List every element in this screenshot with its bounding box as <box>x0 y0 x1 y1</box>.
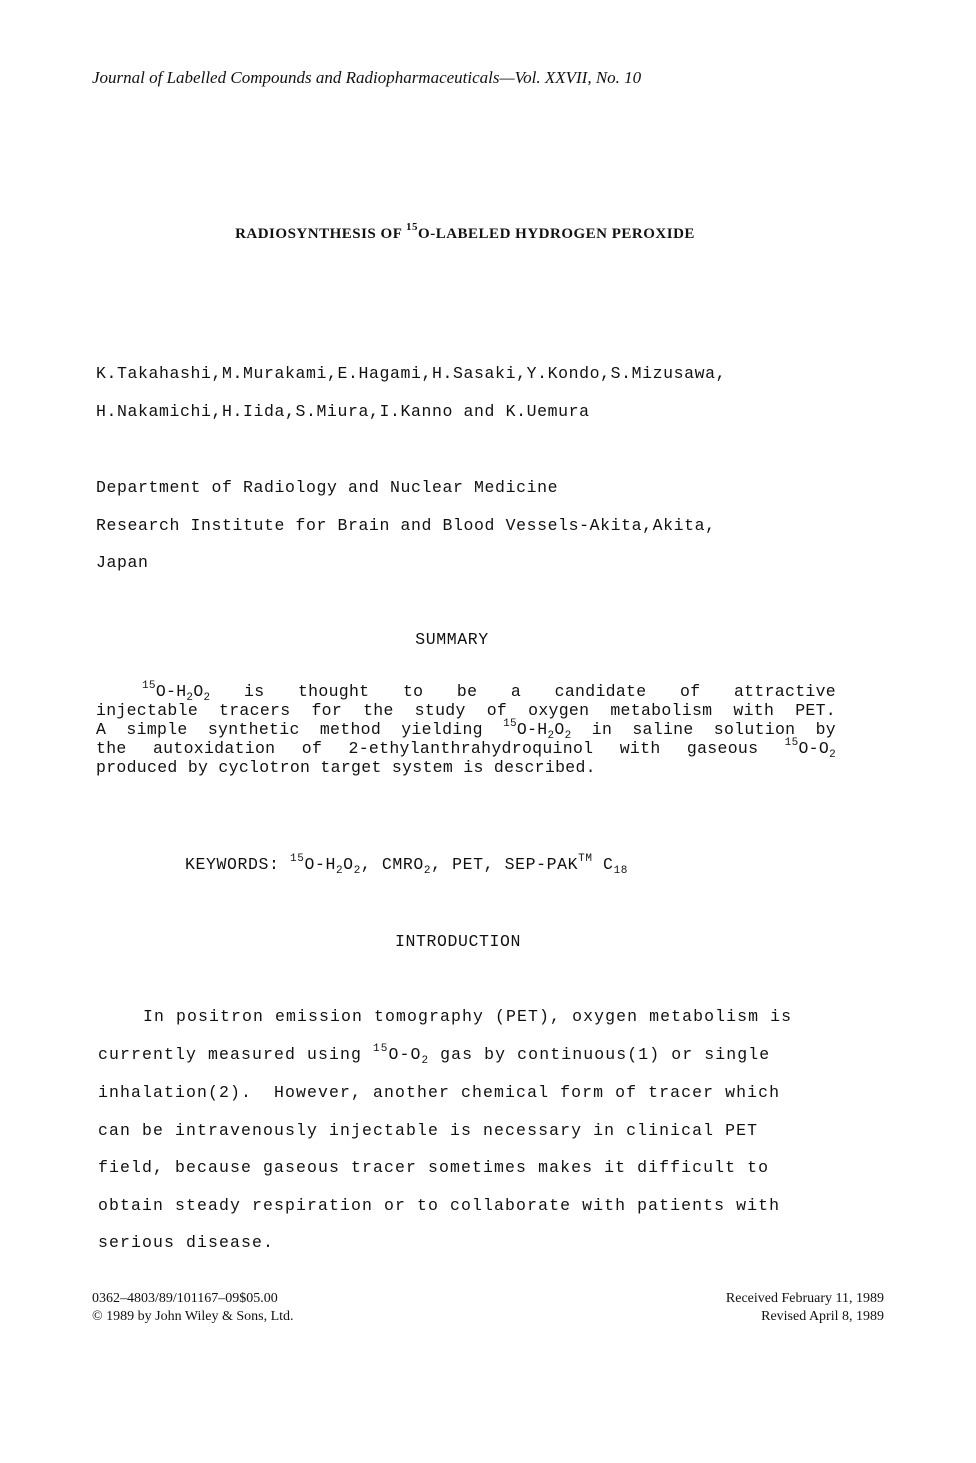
affiliation-line-2: Research Institute for Brain and Blood Vessels-Akita,Akita, <box>96 516 716 535</box>
revised-date: Revised April 8, 1989 <box>761 1309 884 1324</box>
summary-heading: SUMMARY <box>415 630 489 649</box>
subscript: 2 <box>421 1055 430 1067</box>
summary-line-3 <box>96 718 836 742</box>
intro-text-run: gas by continuous(1) or single <box>429 1045 771 1064</box>
summary-text-run: the autoxidation of 2-ethylanthrahydroquinol with gaseous <box>96 739 785 758</box>
intro-line-3: inhalation(2). However, another chemical form of tracer which <box>98 1083 781 1102</box>
subscript: 2 <box>547 730 555 742</box>
authors-line-2: H.Nakamichi,H.Iida,S.Miura,I.Kanno and K.Uemura <box>96 402 590 421</box>
intro-line-7: serious disease. <box>98 1233 275 1252</box>
title-isotope-mass: 15 <box>406 221 419 233</box>
isotope-mass: 15 <box>142 680 156 692</box>
summary-line-5: produced by cyclotron target system is described. <box>96 758 596 777</box>
subscript: 2 <box>564 730 572 742</box>
intro-line-6: obtain steady respiration or to collaborate with patients with <box>98 1196 781 1215</box>
summary-text-run: is thought to be a candidate of attractive <box>210 682 836 701</box>
intro-line-5: field, because gaseous tracer sometimes makes it difficult to <box>98 1158 770 1177</box>
subscript: 2 <box>423 865 432 877</box>
keywords <box>164 836 628 877</box>
summary-text-run: O-O <box>798 739 830 758</box>
footer-right <box>726 1290 884 1326</box>
subscript: 2 <box>203 692 211 704</box>
intro-line-4: can be intravenously injectable is necessary in clinical PET <box>98 1121 759 1140</box>
subscript: 2 <box>353 865 361 877</box>
authors-line-1: K.Takahashi,M.Murakami,E.Hagami,H.Sasaki,Y.Kondo,S.Mizusawa, <box>96 364 727 383</box>
intro-text-run: O-O <box>388 1045 422 1064</box>
summary-text-run: in saline solution by <box>571 720 836 739</box>
isotope-mass: 15 <box>784 737 799 749</box>
keyword-text-run: C <box>592 855 614 874</box>
intro-text-run: currently measured using <box>98 1045 374 1064</box>
summary-line-4 <box>96 737 836 761</box>
subscript: 2 <box>829 749 836 761</box>
subscript: 2 <box>335 865 344 877</box>
title-prefix: RADIOSYNTHESIS OF <box>235 226 407 242</box>
article-code: 0362–4803/89/101167–09$05.00 <box>92 1291 278 1306</box>
footer-left <box>92 1290 294 1326</box>
summary-text-run: O <box>554 720 565 739</box>
intro-line-1: In positron emission tomography (PET), oxygen metabolism is <box>143 1007 793 1026</box>
isotope-mass: 15 <box>503 718 517 730</box>
keyword-text-run: , PET, SEP-PAK <box>431 855 579 874</box>
subscript: 2 <box>186 692 194 704</box>
subscript: 18 <box>613 865 628 877</box>
trademark: TM <box>578 853 593 865</box>
introduction-heading: INTRODUCTION <box>394 932 522 951</box>
summary-text-run: A simple synthetic method yielding <box>96 720 504 739</box>
copyright: © 1989 by John Wiley & Sons, Ltd. <box>92 1309 294 1324</box>
summary-line-2: injectable tracers for the study of oxygen metabolism with PET. <box>96 701 836 720</box>
affiliation-line-3: Japan <box>96 553 149 572</box>
keyword-text-run: O-H <box>304 855 336 874</box>
summary-text-run: O-H <box>155 682 187 701</box>
summary-text <box>96 682 836 777</box>
isotope-mass: 15 <box>290 853 305 865</box>
isotope-mass: 15 <box>373 1043 389 1055</box>
summary-text-run: O <box>193 682 204 701</box>
keyword-text-run: O <box>343 855 354 874</box>
summary-text-run: O-H <box>516 720 548 739</box>
journal-header: Journal of Labelled Compounds and Radiopharmaceuticals—Vol. XXVII, No. 10 <box>92 68 642 87</box>
received-date: Received February 11, 1989 <box>725 1291 884 1306</box>
summary-line-1 <box>96 680 836 704</box>
keywords-label: KEYWORDS: <box>185 855 291 874</box>
keyword-text-run: , CMRO <box>360 855 424 874</box>
intro-line-2 <box>98 1043 771 1067</box>
paper-title <box>0 221 930 243</box>
affiliation-line-1: Department of Radiology and Nuclear Medicine <box>96 478 559 497</box>
title-suffix: O-LABELED HYDROGEN PEROXIDE <box>418 226 695 242</box>
